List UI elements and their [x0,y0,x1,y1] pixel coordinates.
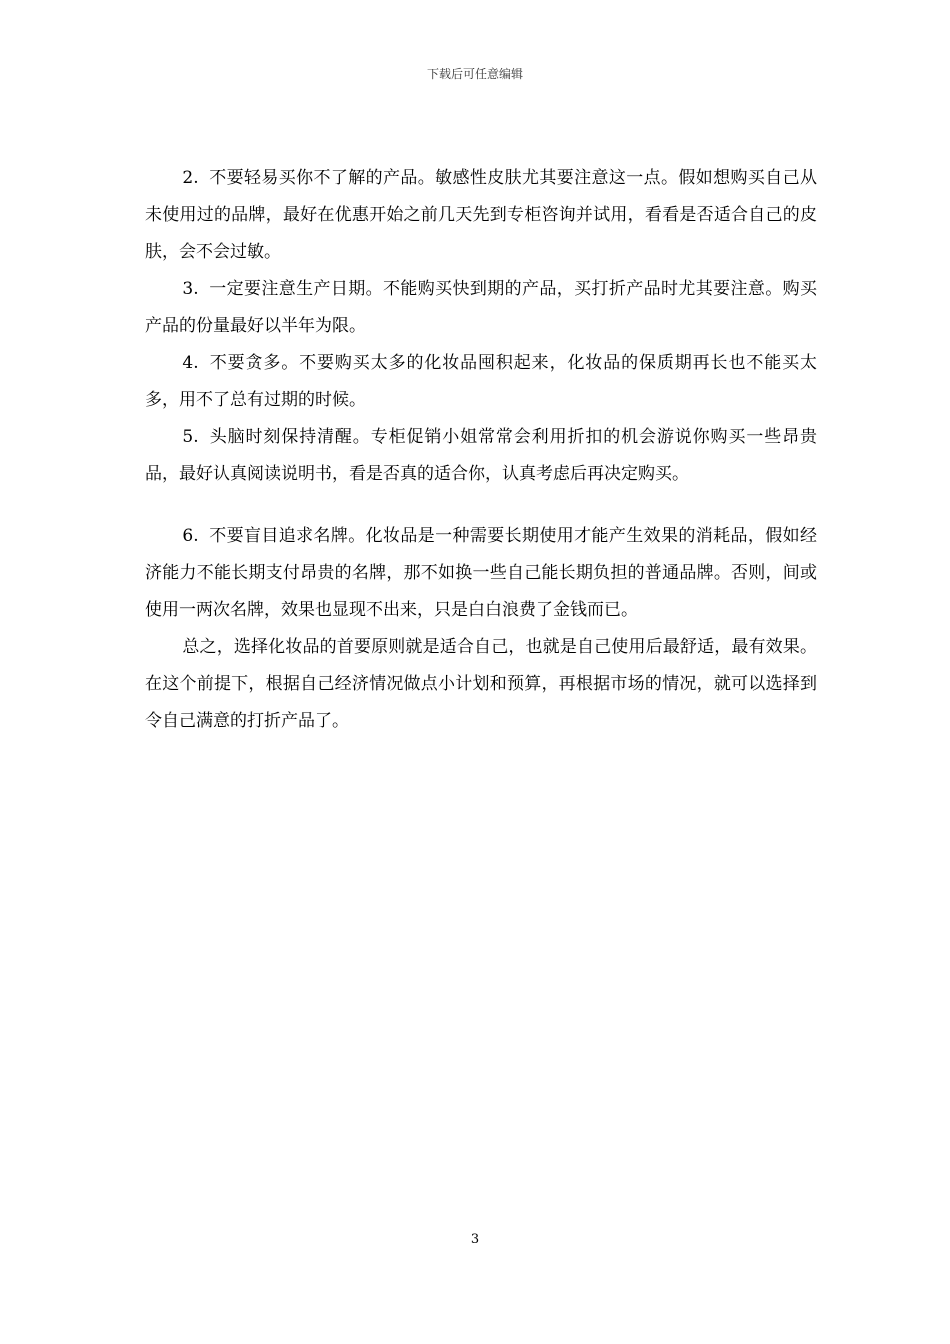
paragraph-number: 4. [182,353,199,373]
paragraph-text: 不要贪多。不要购买太多的化妆品囤积起来，化妆品的保质期再长也不能买太多，用不了总有过期的时候。 [145,353,817,410]
paragraph-number: 2. [182,168,199,188]
paragraph-item-3 [145,271,817,345]
paragraph-text: 头脑时刻保持清醒。专柜促销小姐常常会利用折扣的机会游说你购买一些昂贵品，最好认真阅读说明书，看是否真的适合你，认真考虑后再决定购买。 [145,427,817,484]
page-header: 下载后可任意编辑 [426,67,523,81]
paragraph-number: 5. [182,427,199,447]
paragraph-text: 一定要注意生产日期。不能购买快到期的产品，买打折产品时尤其要注意。购买产品的份量最好以半年为限。 [145,279,817,336]
summary-paragraph [145,629,817,740]
paragraph-item-6 [145,518,817,629]
page-number: 3 [470,1232,480,1247]
paragraph-text: 不要轻易买你不了解的产品。敏感性皮肤尤其要注意这一点。假如想购买自己从未使用过的品牌，最好在优惠开始之前几天先到专柜咨询并试用，看看是否适合自己的皮肤，会不会过敏。 [145,168,817,262]
paragraph-item-5 [145,419,817,493]
paragraph-number: 3. [182,279,199,299]
paragraph-item-2 [145,160,817,271]
document-body [145,160,817,740]
paragraph-number: 6. [182,526,199,546]
paragraph-text: 不要盲目追求名牌。化妆品是一种需要长期使用才能产生效果的消耗品，假如经济能力不能长期支付昂贵的名牌，那不如换一些自己能长期负担的普通品牌。否则，间或使用一两次名牌，效果也显现不出来，只是白白浪费了金钱而已。 [145,526,817,620]
paragraph-item-4 [145,345,817,419]
summary-text: 总之，选择化妆品的首要原则就是适合自己，也就是自己使用后最舒适，最有效果。在这个前提下，根据自己经济情况做点小计划和预算，再根据市场的情况，就可以选择到令自己满意的打折产品了。 [145,637,817,731]
